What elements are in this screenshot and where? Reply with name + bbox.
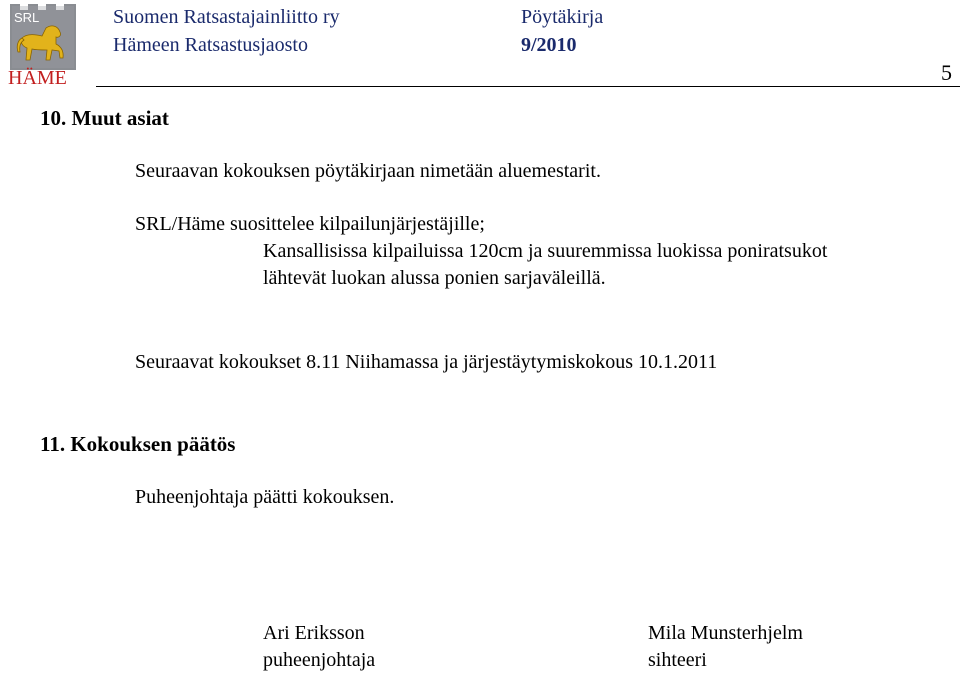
page-number: 5	[941, 60, 952, 85]
signature-name-chair: Ari Eriksson	[263, 622, 365, 644]
signature-name-secretary: Mila Munsterhjelm	[648, 622, 803, 644]
section-heading-paatos: 11. Kokouksen päätös	[40, 432, 236, 456]
document-type: Pöytäkirja	[521, 6, 604, 28]
paragraph-recommendation-line1: Kansallisissa kilpailuissa 120cm ja suuremmissa luokissa poniratsukot	[263, 240, 828, 262]
document-number: 9/2010	[521, 34, 577, 56]
paragraph-aluemestarit: Seuraavan kokouksen pöytäkirjaan nimetään aluemestarit.	[135, 160, 601, 182]
header-divider	[96, 86, 960, 87]
organization-name: Suomen Ratsastajainliitto ry	[113, 6, 340, 28]
paragraph-meeting-closed: Puheenjohtaja päätti kokouksen.	[135, 486, 395, 508]
logo-srl-text: SRL	[14, 10, 40, 25]
horse-crest-icon	[6, 4, 82, 86]
subdivision-name: Hämeen Ratsastusjaosto	[113, 34, 308, 56]
srl-hame-logo	[6, 4, 82, 86]
signature-role-secretary: sihteeri	[648, 649, 707, 671]
paragraph-next-meetings: Seuraavat kokoukset 8.11 Niihamassa ja järjestäytymiskokous 10.1.2011	[135, 351, 718, 373]
section-heading-muut-asiat: 10. Muut asiat	[40, 106, 169, 130]
paragraph-recommendation-intro: SRL/Häme suosittelee kilpailunjärjestäjille;	[135, 213, 485, 235]
signature-role-chair: puheenjohtaja	[263, 649, 376, 671]
paragraph-recommendation-line2: lähtevät luokan alussa ponien sarjaväleillä.	[263, 267, 606, 289]
logo-hame-text: HÄME	[8, 67, 67, 86]
